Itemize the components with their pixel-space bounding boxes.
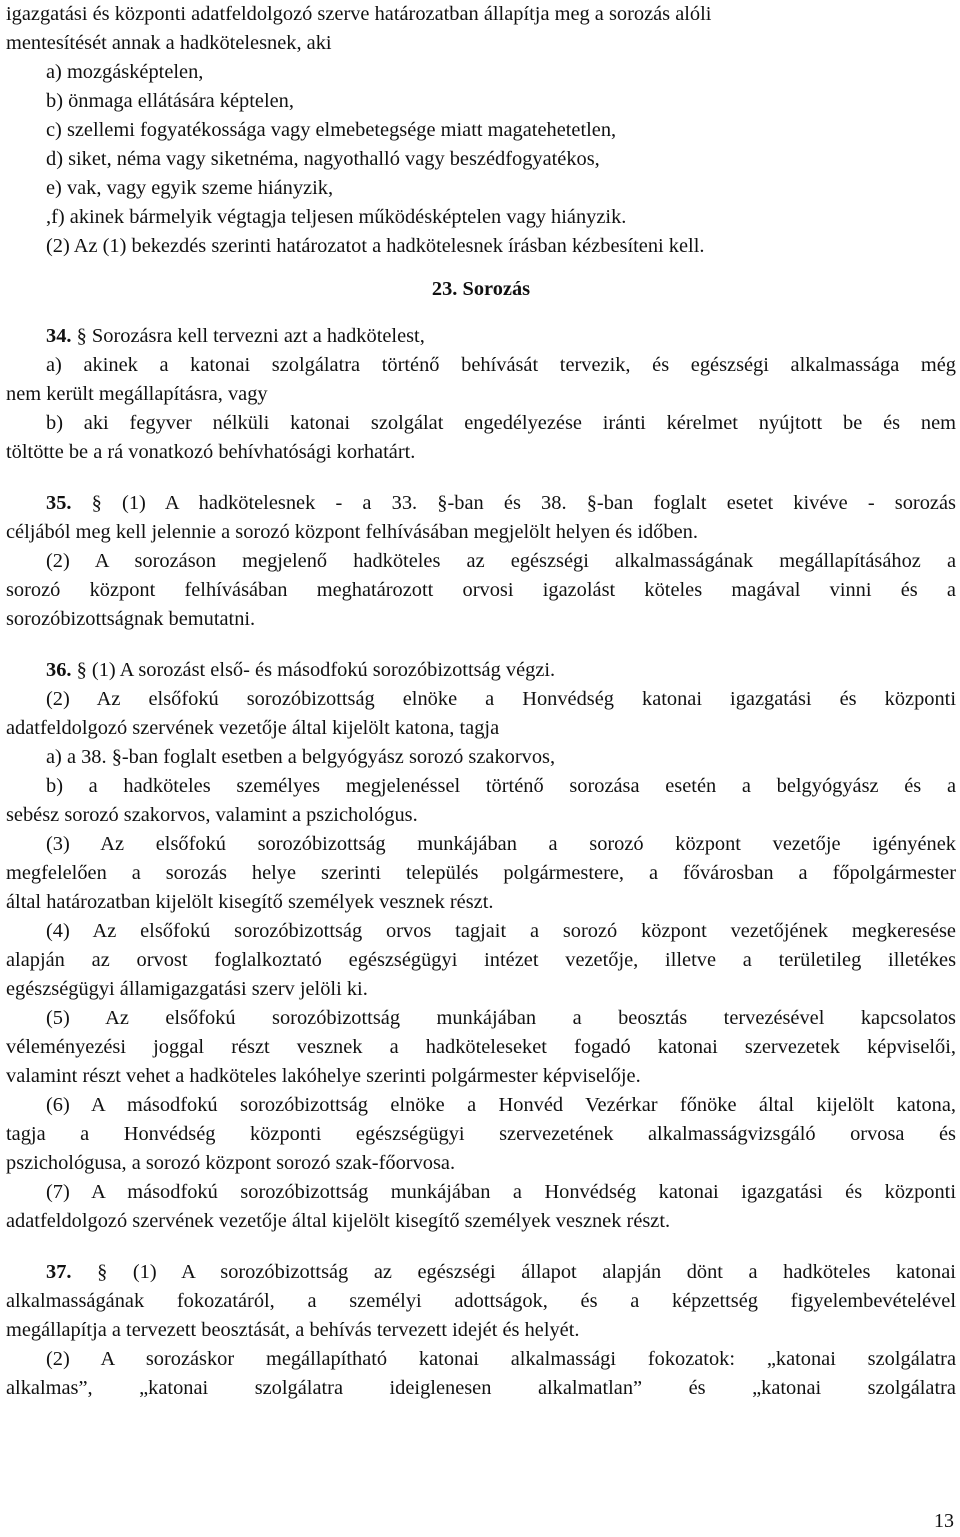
text-line: sebész sorozó szakorvos, valamint a pszichológus.	[6, 804, 418, 826]
list-item	[6, 743, 956, 772]
list-item: a) akinek a katonai szolgálatra történő behívását tervezik, és egészségi alkalmassága még	[46, 354, 956, 376]
text-line: céljából meg kell jelennie a sorozó központ felhívásában megjelölt helyen és időben.	[6, 521, 698, 543]
list-item: e) vak, vagy egyik szeme hiányzik,	[46, 177, 334, 199]
text-line: megállapítja a tervezett beosztását, a behívás tervezett idejét és helyét.	[6, 1319, 580, 1341]
text-line: (2) A sorozáson megjelenő hadköteles az egészségi alkalmasságának megállapításához a	[46, 550, 956, 572]
list-item: ,f) akinek bármelyik végtagja teljesen működésképtelen vagy hiányzik.	[46, 206, 627, 228]
section-36-lead	[6, 656, 956, 685]
section-number: 34.	[46, 325, 72, 347]
text-line: adatfeldolgozó szervének vezetője által kijelölt katona, tagja	[6, 717, 500, 739]
text-line: (2) Az elsőfokú sorozóbizottság elnöke a Honvédség katonai igazgatási és központi	[46, 688, 956, 710]
list-item: b) önmaga ellátására képtelen,	[46, 90, 294, 112]
section-37	[6, 1258, 956, 1403]
text-line: sorozóbizottságnak bemutatni.	[6, 608, 256, 630]
text-line: alapján az orvost foglalkoztató egészségügyi intézet vezetője, illetve a területileg illetékes	[6, 949, 956, 971]
text-line: (7) A másodfokú sorozóbizottság munkájában a Honvédség katonai igazgatási és központi	[46, 1181, 956, 1203]
text-line: alkalmasságának fokozatáról, a személyi adottságok, és a képzettség figyelembevételével	[6, 1290, 956, 1312]
text-line: (5) Az elsőfokú sorozóbizottság munkájában a beosztás tervezésével kapcsolatos	[46, 1007, 956, 1029]
text-segment: a) a 38.	[46, 746, 107, 768]
paragraph-sign: §	[111, 746, 122, 768]
text-line: (4) Az elsőfokú sorozóbizottság orvos tagjait a sorozó központ vezetőjének megkeresése	[46, 920, 956, 942]
text-segment: -ban foglalt esetet kivéve - sorozás	[596, 492, 956, 514]
section-36	[6, 656, 956, 1236]
text-segment: (1) A sorozást első- és másodfokú sorozóbizottság végzi.	[91, 659, 556, 681]
section-34-lead	[6, 322, 956, 351]
text-segment: -ban és 38.	[447, 492, 567, 514]
text-line: igazgatási és központi adatfeldolgozó szerve határozatban állapítja meg a sorozás alóli	[6, 3, 712, 25]
text-segment: (1) A hadkötelesnek - a 33.	[122, 492, 418, 514]
text-line: valamint részt vehet a hadköteles lakóhelye szerinti polgármester képviselője.	[6, 1065, 641, 1087]
text-line: (6) A másodfokú sorozóbizottság elnöke a Honvéd Vezérkar főnöke által kijelölt katona,	[46, 1094, 956, 1116]
section-number: 37.	[46, 1261, 72, 1283]
list-item: d) siket, néma vagy siketnéma, nagyothalló vagy beszédfogyatékos,	[46, 148, 600, 170]
paragraph-sign: §	[76, 325, 87, 347]
section-34-lead-text: Sorozásra kell tervezni azt a hadkötelest,	[91, 325, 425, 347]
page-number: 13	[934, 1510, 954, 1532]
text-line: nem került megállapításra, vagy	[6, 383, 268, 405]
paragraph-sign: §	[97, 1261, 108, 1283]
document-page	[6, 0, 956, 1403]
section-37-lead	[6, 1258, 956, 1287]
list-item: a) mozgásképtelen,	[46, 61, 204, 83]
text-line: véleményezési joggal részt vesznek a hadköteleseket fogadó katonai szervezetek képviselői,	[6, 1036, 956, 1058]
section-number: 36.	[46, 659, 72, 681]
text-line: pszichológusa, a sorozó központ sorozó szak-főorvosa.	[6, 1152, 456, 1174]
text-line: (3) Az elsőfokú sorozóbizottság munkájában a sorozó központ vezetője igényének	[46, 833, 956, 855]
top-continuation	[6, 0, 956, 261]
section-number: 35.	[46, 492, 72, 514]
list-item: b) a hadköteles személyes megjelenéssel történő sorozása esetén a belgyógyász és a	[46, 775, 956, 797]
text-line: adatfeldolgozó szervének vezetője által kijelölt kisegítő személyek vesznek részt.	[6, 1210, 671, 1232]
text-line: töltötte be a rá vonatkozó behívhatósági korhatárt.	[6, 441, 416, 463]
text-line: tagja a Honvédség központi egészségügyi szervezetének alkalmasságvizsgáló orvosa és	[6, 1123, 956, 1145]
text-line: alkalmas”, „katonai szolgálatra ideiglenesen alkalmatlan” és „katonai szolgálatra	[6, 1377, 956, 1399]
paragraph-sign: §	[437, 492, 448, 514]
text-line: sorozó központ felhívásában meghatározott orvosi igazolást köteles magával vinni és a	[6, 579, 956, 601]
text-line: (2) A sorozáskor megállapítható katonai alkalmassági fokozatok: „katonai szolgálatra	[46, 1348, 956, 1370]
text-segment: -ban foglalt esetben a belgyógyász sorozó szakorvos,	[121, 746, 556, 768]
list-item: c) szellemi fogyatékossága vagy elmebetegsége miatt magatehetetlen,	[46, 119, 617, 141]
text-line: mentesítését annak a hadkötelesnek, aki	[6, 32, 332, 54]
list-item: b) aki fegyver nélküli katonai szolgálat engedélyezése iránti kérelmet nyújtott be és nem	[46, 412, 956, 434]
paragraph-sign: §	[76, 659, 87, 681]
paragraph-sign: §	[586, 492, 597, 514]
section-35-lead	[6, 489, 956, 518]
text-line: által határozatban kijelölt kisegítő személyek vesznek részt.	[6, 891, 494, 913]
text-line: egészségügyi államigazgatási szerv jelöli ki.	[6, 978, 368, 1000]
section-34	[6, 322, 956, 467]
text-segment: (1) A sorozóbizottság az egészségi állapot alapján dönt a hadköteles katonai	[132, 1261, 956, 1283]
paragraph-line: (2) Az (1) bekezdés szerinti határozatot a hadkötelesnek írásban kézbesíteni kell.	[46, 235, 705, 257]
text-line: megfelelően a sorozás helye szerinti település polgármestere, a fővárosban a főpolgármester	[6, 862, 956, 884]
section-heading: 23. Sorozás	[431, 278, 531, 300]
paragraph-sign: §	[91, 492, 102, 514]
section-35	[6, 489, 956, 634]
